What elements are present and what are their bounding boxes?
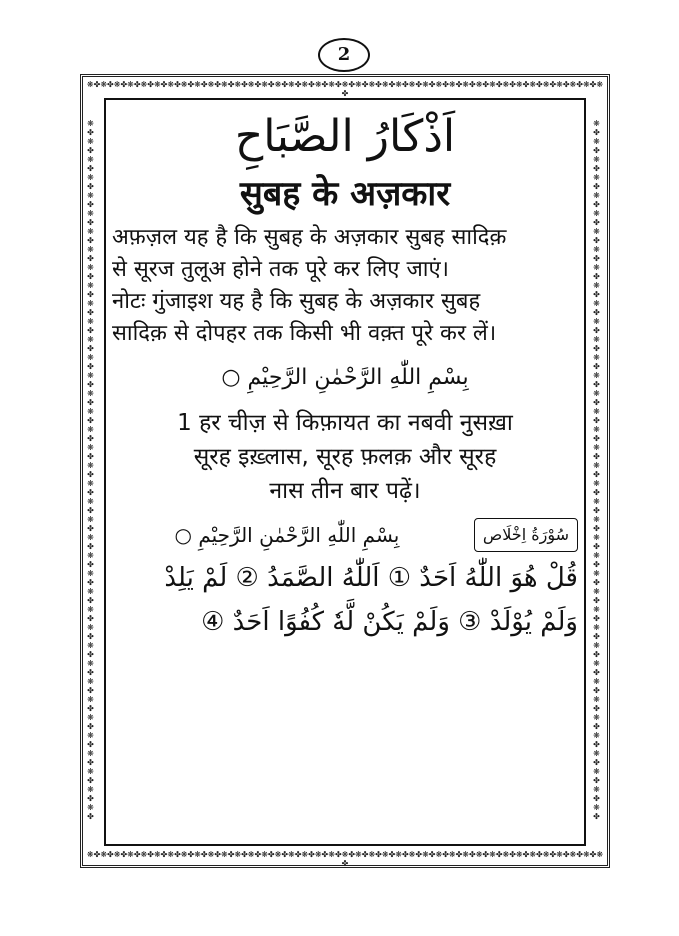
item-line: सूरह इख़्लास, सूरह फ़लक़ और सूरह	[193, 444, 497, 470]
ayah-line: وَلَمْ يُوْلَدْ ③ وَلَمْ يَكُنْ لَّهٗ كُفُوًا اَحَدٌ ④	[201, 607, 578, 637]
bismillah: بِسْمِ اللّٰهِ الرَّحْمٰنِ الرَّحِيْمِ ○	[221, 365, 469, 390]
border-ornament-top: ❋✤❋✤❋✤❋✤❋✤❋✤❋✤❋✤❋✤❋✤❋✤❋✤❋✤❋✤❋✤❋✤❋✤❋✤❋✤❋✤❋✤❋✤❋✤❋✤❋✤❋✤❋✤❋✤❋✤❋✤❋✤❋✤❋✤❋✤❋✤❋✤❋✤❋✤❋✤	[86, 80, 604, 98]
ayah-line: قُلْ هُوَ اللّٰهُ اَحَدٌ ① اَللّٰهُ الصَّمَدُ ② لَمْ يَلِدْ	[164, 563, 578, 593]
border-ornament-left: ❋✤❋✤❋✤❋✤❋✤❋✤❋✤❋✤❋✤❋✤❋✤❋✤❋✤❋✤❋✤❋✤❋✤❋✤❋✤❋✤❋✤❋✤❋✤❋✤❋✤❋✤❋✤❋✤❋✤❋✤❋✤❋✤❋✤❋✤❋✤❋✤❋✤❋✤❋✤	[86, 119, 95, 821]
surah-label: سُوْرَةُ اِخْلَاص	[474, 518, 578, 552]
page-number: 2	[318, 38, 370, 72]
border-ornament-right: ❋✤❋✤❋✤❋✤❋✤❋✤❋✤❋✤❋✤❋✤❋✤❋✤❋✤❋✤❋✤❋✤❋✤❋✤❋✤❋✤❋✤❋✤❋✤❋✤❋✤❋✤❋✤❋✤❋✤❋✤❋✤❋✤❋✤❋✤❋✤❋✤❋✤❋✤❋✤	[592, 119, 601, 821]
item-line: नास तीन बार पढ़ें।	[269, 478, 421, 504]
intro-line: सादिक़ से दोपहर तक किसी भी वक़्त पूरे कर लें।	[112, 321, 497, 346]
intro-line: नोटः गुंजाइश यह है कि सुबह के अज़कार सुबह	[112, 289, 481, 314]
border-ornament-bottom: ❋✤❋✤❋✤❋✤❋✤❋✤❋✤❋✤❋✤❋✤❋✤❋✤❋✤❋✤❋✤❋✤❋✤❋✤❋✤❋✤❋✤❋✤❋✤❋✤❋✤❋✤❋✤❋✤❋✤❋✤❋✤❋✤❋✤❋✤❋✤❋✤❋✤❋✤❋✤	[86, 850, 604, 868]
item-line: 1 हर चीज़ से किफ़ायत का नबवी नुसख़ा	[177, 410, 513, 436]
intro-line: से सूरज तुलूअ होने तक पूरे कर लिए जाएं।	[112, 257, 449, 282]
page-content	[112, 104, 578, 644]
arabic-title: اَذْكَارُ الصَّبَاحِ	[234, 111, 456, 162]
intro-line: अफ़ज़ल यह है कि सुबह के अज़कार सुबह सादिक़	[112, 225, 507, 250]
hindi-heading: सुबह के अज़कार	[239, 174, 451, 214]
surah-header-row	[112, 518, 578, 552]
bismillah: بِسْمِ اللّٰهِ الرَّحْمٰنِ الرَّحِيْمِ ○	[174, 523, 400, 547]
